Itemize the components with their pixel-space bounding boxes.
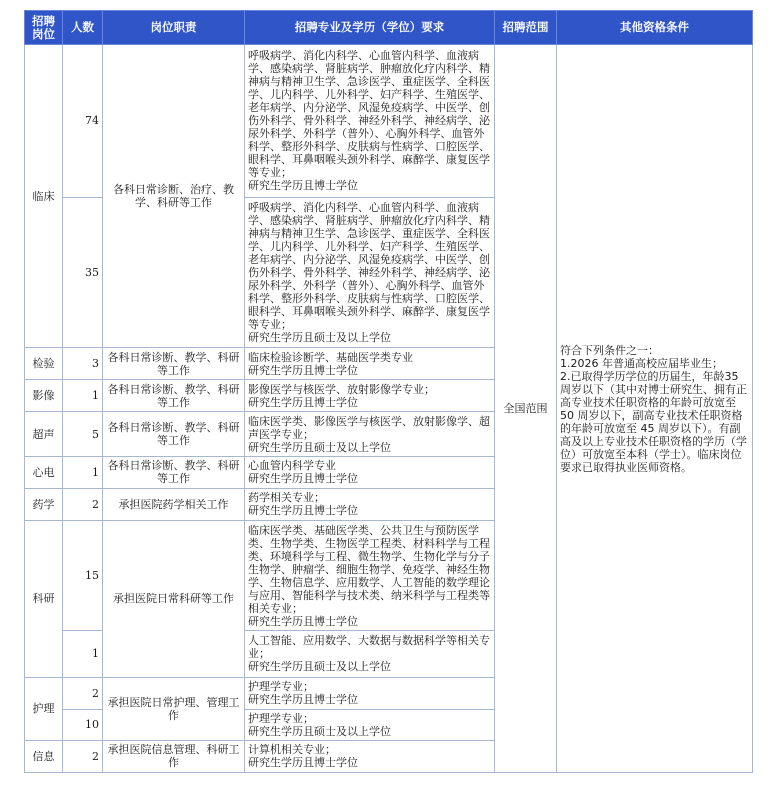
- post-it: 信息: [25, 740, 63, 772]
- duty-it: 承担医院信息管理、科研工作: [103, 740, 245, 772]
- duty-clinical: 各科日常诊断、治疗、教学、科研等工作: [103, 45, 245, 348]
- post-imaging: 影像: [25, 380, 63, 412]
- count-cell: 3: [63, 348, 103, 380]
- scope-cell: 全国范围: [495, 45, 557, 773]
- count-cell: 2: [63, 740, 103, 772]
- requirement-cell: 人工智能、应用数学、大数据与数据科学等相关专业； 研究生学历且硕士及以上学位: [245, 631, 495, 677]
- count-cell: 15: [63, 520, 103, 630]
- requirement-cell: 心血管内科学专业 研究生学历且博士学位: [245, 456, 495, 488]
- recruitment-table: [24, 10, 753, 773]
- requirement-cell: 呼吸病学、消化内科学、心血管内科学、血液病学、感染病学、肾脏病学、肿瘤放化疗内科学、精神病与精神卫生学、急诊医学、重症医学、全科医学、儿内科学、儿外科学、妇产科学、生殖医学、老年病学、内分泌学、风湿免疫病学、中医学、创伤外科学、骨外科学、神经外科学、神经病学、泌尿外科学、外科学（普外）、心胸外科学、血管外科学、整形外科学、皮肤病与性病学、口腔医学、眼科学、耳鼻咽喉头颈外科学、麻醉学、康复医学等专业； 研究生学历且博士学位: [245, 45, 495, 198]
- post-clinical: 临床: [25, 45, 63, 348]
- count-cell: 74: [63, 45, 103, 198]
- header-requirement: 招聘专业及学历（学位）要求: [245, 11, 495, 45]
- requirement-cell: 影像医学与核医学、放射影像学专业； 研究生学历且博士学位: [245, 380, 495, 412]
- requirement-cell: 药学相关专业； 研究生学历且博士学位: [245, 488, 495, 520]
- other-conditions-cell: 符合下列条件之一： 1.2026 年普通高校应届毕业生； 2.已取得学历学位的历届生，年龄35 周岁以下（其中对博士研究生、拥有正高专业技术任职资格的年龄可放宽至 50 周岁以下，副高专业技术任职资格的年龄可放宽至 45 周岁以下）。有副高及以上专业技术任职资格的学历（学位）可放宽至本科（学士）。临床岗位要求已取得执业医师资格。: [557, 45, 753, 773]
- header-scope: 招聘范围: [495, 11, 557, 45]
- requirement-cell: 计算机相关专业； 研究生学历且博士学位: [245, 740, 495, 772]
- post-ultrasound: 超声: [25, 412, 63, 456]
- count-cell: 35: [63, 197, 103, 348]
- requirement-cell: 护理学专业； 研究生学历且硕士及以上学位: [245, 709, 495, 740]
- duty-ecg: 各科日常诊断、教学、科研等工作: [103, 456, 245, 488]
- requirement-cell: 临床检验诊断学、基础医学类专业 研究生学历且博士学位: [245, 348, 495, 380]
- duty-research: 承担医院日常科研等工作: [103, 520, 245, 677]
- count-cell: 5: [63, 412, 103, 456]
- count-cell: 10: [63, 709, 103, 740]
- requirement-cell: 临床医学类、影像医学与核医学、放射影像学、超声医学专业； 研究生学历且硕士及以上学位: [245, 412, 495, 456]
- header-post: 招聘 岗位: [25, 11, 63, 45]
- header-other: 其他资格条件: [557, 11, 753, 45]
- count-cell: 2: [63, 677, 103, 709]
- post-research: 科研: [25, 520, 63, 677]
- header-count: 人数: [63, 11, 103, 45]
- duty-ultrasound: 各科日常诊断、教学、科研等工作: [103, 412, 245, 456]
- table-row: [25, 45, 753, 198]
- post-ecg: 心电: [25, 456, 63, 488]
- post-pharmacy: 药学: [25, 488, 63, 520]
- post-nursing: 护理: [25, 677, 63, 740]
- count-cell: 1: [63, 631, 103, 677]
- header-duty: 岗位职责: [103, 11, 245, 45]
- header-row: [25, 11, 753, 45]
- requirement-cell: 临床医学类、基础医学类、公共卫生与预防医学类、生物学类、生物医学工程类、材料科学与工程类、环境科学与工程、微生物学、生物化学与分子生物学、肿瘤学、细胞生物学、免疫学、神经生物学、生物信息学、应用数学、人工智能的数学理论与应用、智能科学与技术类、纳米科学与工程类等相关专业； 研究生学历且博士学位: [245, 520, 495, 630]
- count-cell: 1: [63, 456, 103, 488]
- duty-nursing: 承担医院日常护理、管理工作: [103, 677, 245, 740]
- duty-lab: 各科日常诊断、教学、科研等工作: [103, 348, 245, 380]
- requirement-cell: 护理学专业； 研究生学历且博士学位: [245, 677, 495, 709]
- requirement-cell: 呼吸病学、消化内科学、心血管内科学、血液病学、感染病学、肾脏病学、肿瘤放化疗内科学、精神病与精神卫生学、急诊医学、重症医学、全科医学、儿内科学、儿外科学、妇产科学、生殖医学、老年病学、内分泌学、风湿免疫病学、中医学、创伤外科学、骨外科学、神经外科学、神经病学、泌尿外科学、外科学（普外）、心胸外科学、血管外科学、整形外科学、皮肤病与性病学、口腔医学、眼科学、耳鼻咽喉头颈外科学、麻醉学、康复医学等专业； 研究生学历且硕士及以上学位: [245, 197, 495, 348]
- count-cell: 2: [63, 488, 103, 520]
- duty-imaging: 各科日常诊断、教学、科研等工作: [103, 380, 245, 412]
- count-cell: 1: [63, 380, 103, 412]
- post-lab: 检验: [25, 348, 63, 380]
- duty-pharmacy: 承担医院药学相关工作: [103, 488, 245, 520]
